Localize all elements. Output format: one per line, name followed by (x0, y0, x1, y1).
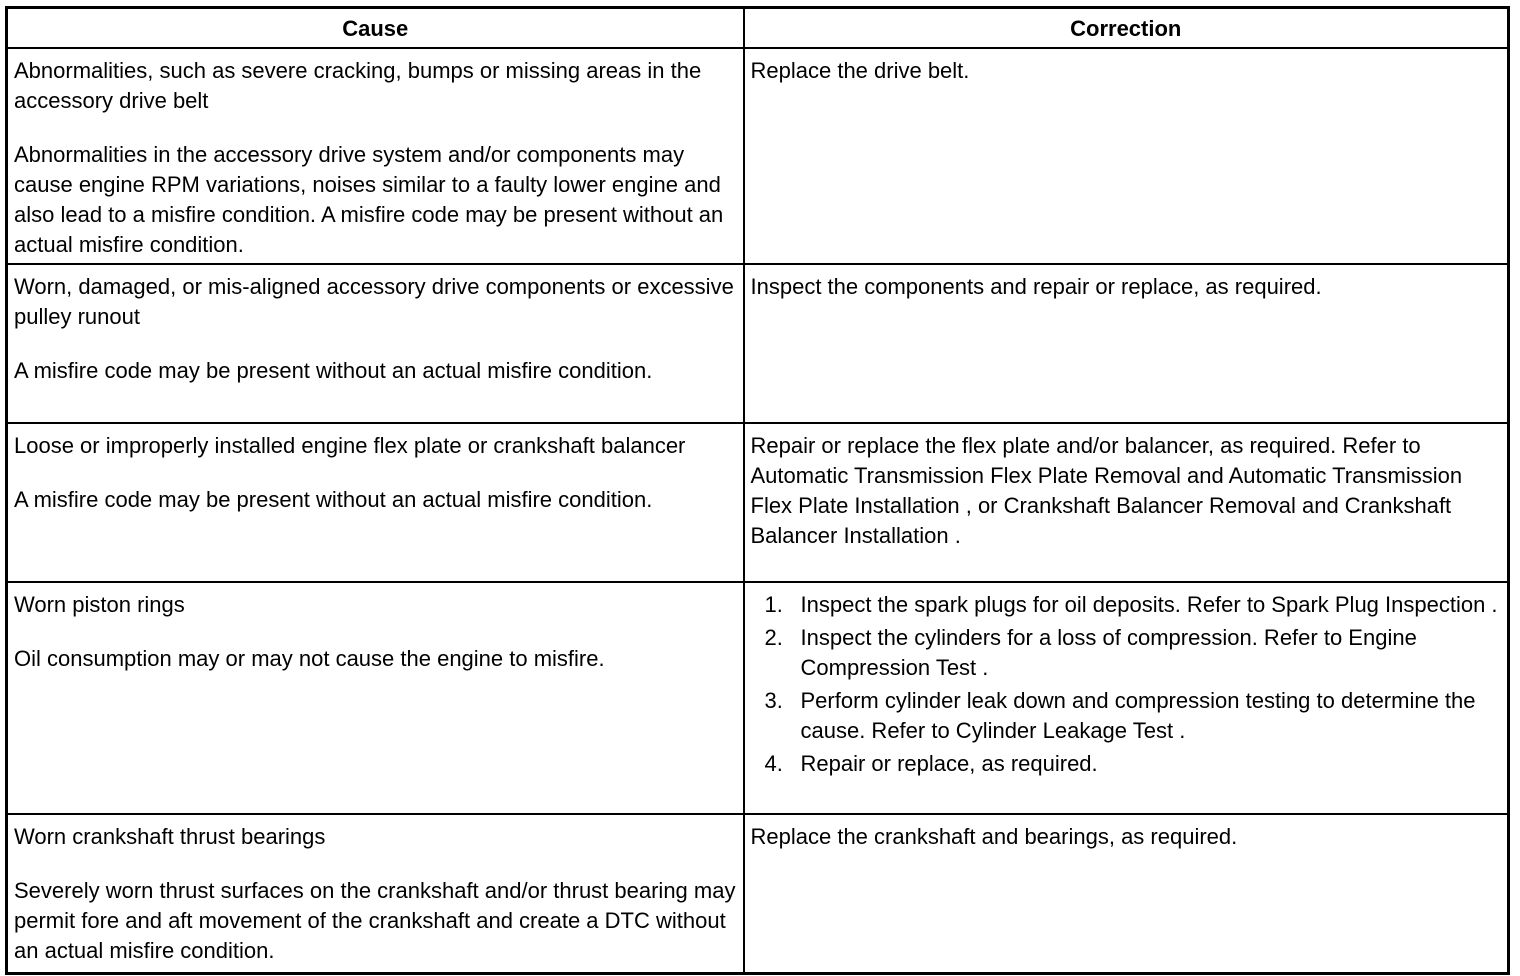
table-header-row (7, 8, 1509, 49)
cause-cell (7, 582, 744, 814)
cause-note: Abnormalities in the accessory drive system and/or components may cause engine RPM variations, noises similar to a faulty lower engine and also lead to a misfire condition. A misfire code may be present without an actual misfire condition. (14, 142, 724, 257)
cause-note: A misfire code may be present without an actual misfire condition. (14, 487, 653, 512)
cause-cell (7, 48, 744, 264)
list-item (765, 623, 1502, 683)
cause-note: Severely worn thrust surfaces on the crankshaft and/or thrust bearing may permit fore and aft movement of the crankshaft and create a DTC without an actual misfire condition. (14, 878, 736, 963)
correction-cell (744, 814, 1509, 974)
cause-title: Abnormalities, such as severe cracking, bumps or missing areas in the accessory drive belt (14, 58, 702, 113)
correction-text: Replace the crankshaft and bearings, as required. (750, 824, 1238, 849)
cause-cell (7, 423, 744, 582)
step-number: 2. (764, 625, 783, 650)
cause-note: Oil consumption may or may not cause the engine to misfire. (14, 646, 605, 671)
table-row (7, 423, 1509, 582)
cause-title: Worn crankshaft thrust bearings (14, 824, 326, 849)
correction-cell (744, 264, 1509, 423)
step-number: 3. (764, 688, 783, 713)
step-text: Inspect the cylinders for a loss of compression. Refer to Engine Compression Test . (800, 625, 1417, 680)
diagnostic-table (5, 6, 1510, 975)
correction-text: Inspect the components and repair or replace, as required. (750, 274, 1322, 299)
list-item (765, 590, 1502, 620)
correction-cell (744, 48, 1509, 264)
table-row (7, 48, 1509, 264)
correction-text: Repair or replace the flex plate and/or balancer, as required. Refer to Automatic Transmission Flex Plate Removal and Automatic Transmission Flex Plate Installation , or Crankshaft Balancer Removal and Crankshaft Balancer Installation . (750, 433, 1463, 548)
table-row (7, 582, 1509, 814)
list-item (765, 749, 1502, 779)
cause-title: Worn piston rings (14, 592, 185, 617)
step-text: Inspect the spark plugs for oil deposits. Refer to Spark Plug Inspection . (800, 592, 1498, 617)
cause-title: Loose or improperly installed engine flex plate or crankshaft balancer (14, 433, 686, 458)
step-text: Repair or replace, as required. (800, 751, 1098, 776)
header-cause: Cause (7, 8, 744, 49)
correction-steps (751, 590, 1502, 779)
cause-note: A misfire code may be present without an actual misfire condition. (14, 358, 653, 383)
header-correction: Correction (744, 8, 1509, 49)
step-text: Perform cylinder leak down and compression testing to determine the cause. Refer to Cylinder Leakage Test . (800, 688, 1476, 743)
list-item (765, 686, 1502, 746)
correction-text: Replace the drive belt. (750, 58, 970, 83)
step-number: 4. (764, 751, 783, 776)
cause-cell (7, 814, 744, 974)
correction-cell (744, 582, 1509, 814)
table-row (7, 814, 1509, 974)
cause-cell (7, 264, 744, 423)
table-row (7, 264, 1509, 423)
cause-title: Worn, damaged, or mis-aligned accessory drive components or excessive pulley runout (14, 274, 734, 329)
step-number: 1. (764, 592, 783, 617)
correction-cell (744, 423, 1509, 582)
